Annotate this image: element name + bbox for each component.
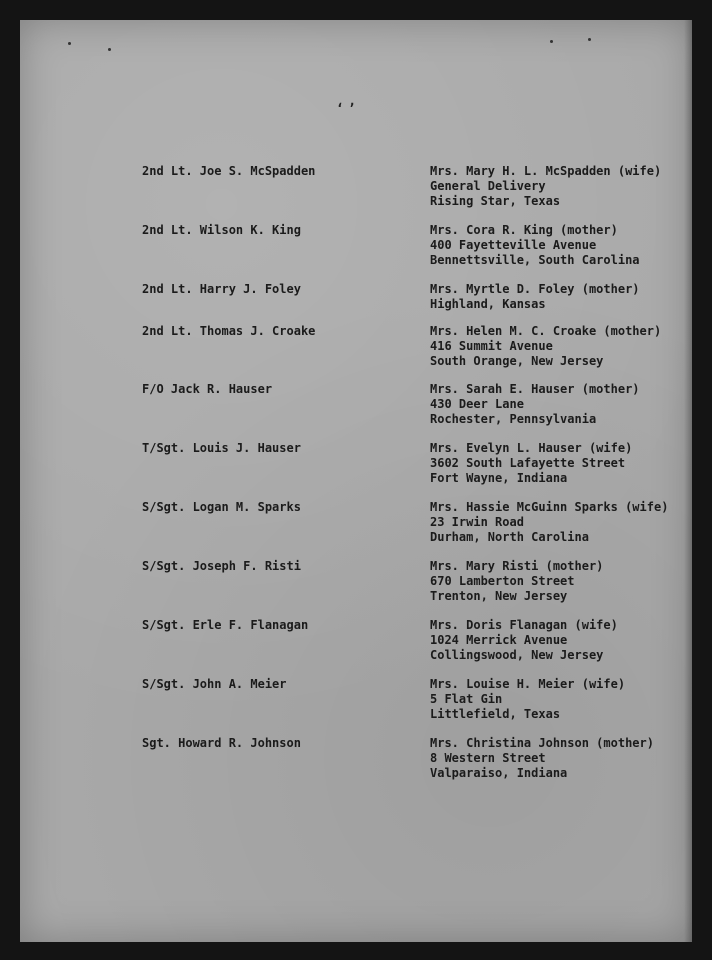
speck bbox=[108, 48, 111, 51]
address-line: Mrs. Louise H. Meier (wife) bbox=[430, 677, 626, 691]
address-line: Littlefield, Texas bbox=[430, 707, 561, 721]
entry-name: S/Sgt. Erle F. Flanagan bbox=[142, 618, 309, 632]
address-line: Mrs. Doris Flanagan (wife) bbox=[430, 618, 618, 632]
address-line: Rising Star, Texas bbox=[430, 194, 561, 208]
entry-address bbox=[430, 618, 618, 663]
address-line: Valparaiso, Indiana bbox=[430, 766, 568, 780]
address-line: Mrs. Hassie McGuinn Sparks (wife) bbox=[430, 500, 669, 514]
address-line: 400 Fayetteville Avenue bbox=[430, 238, 597, 252]
address-line: Mrs. Mary Risti (mother) bbox=[430, 559, 604, 573]
entry-address bbox=[430, 382, 640, 427]
address-line: Mrs. Myrtle D. Foley (mother) bbox=[430, 282, 640, 296]
entry-address bbox=[430, 736, 654, 781]
address-line: General Delivery bbox=[430, 179, 546, 193]
document-page bbox=[20, 20, 692, 942]
address-line: Mrs. Sarah E. Hauser (mother) bbox=[430, 382, 640, 396]
address-line: Mrs. Helen M. C. Croake (mother) bbox=[430, 324, 662, 338]
address-line: Durham, North Carolina bbox=[430, 530, 589, 544]
address-line: 430 Deer Lane bbox=[430, 397, 524, 411]
entry-address bbox=[430, 164, 661, 209]
entry-name: S/Sgt. Joseph F. Risti bbox=[142, 559, 301, 573]
address-line: Bennettsville, South Carolina bbox=[430, 253, 640, 267]
address-line: 670 Lamberton Street bbox=[430, 574, 575, 588]
page-edge-shadow bbox=[684, 20, 692, 942]
entry-address bbox=[430, 500, 668, 545]
address-line: Fort Wayne, Indiana bbox=[430, 471, 568, 485]
address-line: Highland, Kansas bbox=[430, 297, 546, 311]
entry-name: 2nd Lt. Joe S. McSpadden bbox=[142, 164, 316, 178]
address-line: Mrs. Christina Johnson (mother) bbox=[430, 736, 654, 750]
address-line: 416 Summit Avenue bbox=[430, 339, 553, 353]
entry-name: S/Sgt. Logan M. Sparks bbox=[142, 500, 301, 514]
address-line: 3602 South Lafayette Street bbox=[430, 456, 626, 470]
entry-name: T/Sgt. Louis J. Hauser bbox=[142, 441, 301, 455]
entry-name: Sgt. Howard R. Johnson bbox=[142, 736, 301, 750]
address-line: Mrs. Mary H. L. McSpadden (wife) bbox=[430, 164, 662, 178]
entry-address bbox=[430, 677, 625, 722]
address-line: Mrs. Cora R. King (mother) bbox=[430, 223, 618, 237]
speck bbox=[588, 38, 591, 41]
address-line: Trenton, New Jersey bbox=[430, 589, 568, 603]
address-line: 1024 Merrick Avenue bbox=[430, 633, 568, 647]
entry-name: 2nd Lt. Wilson K. King bbox=[142, 223, 301, 237]
address-line: South Orange, New Jersey bbox=[430, 354, 604, 368]
address-line: Rochester, Pennsylvania bbox=[430, 412, 597, 426]
entry-name: 2nd Lt. Thomas J. Croake bbox=[142, 324, 316, 338]
speck bbox=[550, 40, 553, 43]
address-line: Mrs. Evelyn L. Hauser (wife) bbox=[430, 441, 633, 455]
speck bbox=[68, 42, 71, 45]
address-line: 8 Western Street bbox=[430, 751, 546, 765]
entry-name: F/O Jack R. Hauser bbox=[142, 382, 273, 396]
address-line: Collingswood, New Jersey bbox=[430, 648, 604, 662]
entry-address bbox=[430, 223, 640, 268]
entry-address bbox=[430, 324, 661, 369]
entry-address bbox=[430, 559, 603, 604]
entry-address bbox=[430, 282, 640, 312]
entry-name: S/Sgt. John A. Meier bbox=[142, 677, 287, 691]
header-marks: ʻʼ bbox=[336, 102, 360, 117]
entry-address bbox=[430, 441, 632, 486]
address-line: 23 Irwin Road bbox=[430, 515, 524, 529]
entry-name: 2nd Lt. Harry J. Foley bbox=[142, 282, 301, 296]
address-line: 5 Flat Gin bbox=[430, 692, 503, 706]
